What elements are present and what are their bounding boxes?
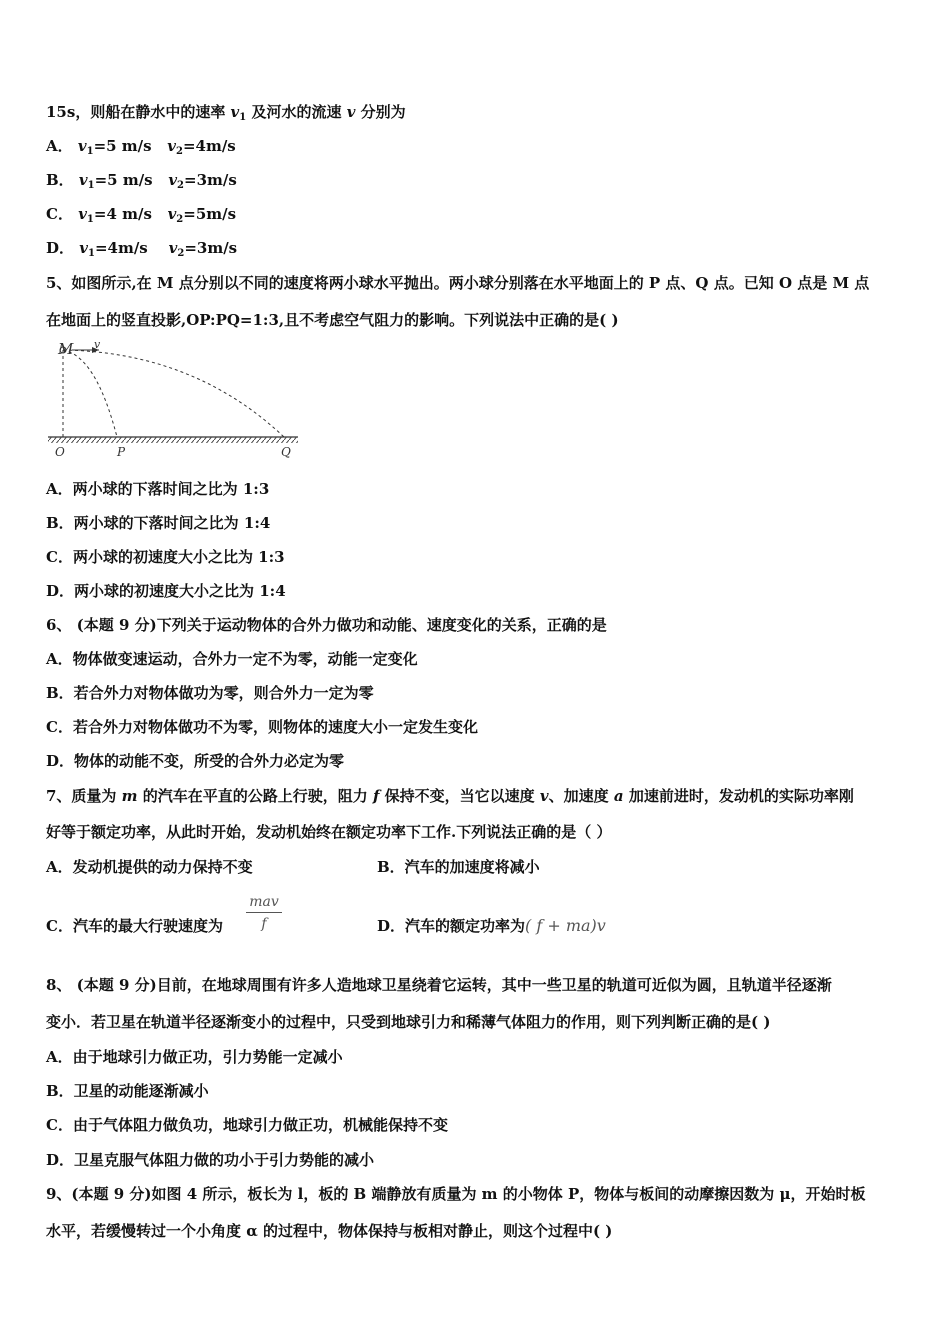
q5-option-d[interactable]: D．两小球的初速度大小之比为 1:4 [46,582,286,600]
q5-projectile-figure [44,338,306,460]
trajectory-to-q [63,350,284,437]
fraction-numerator: mav [249,894,279,910]
q6-option-c[interactable]: C．若合外力对物体做功不为零，则物体的速度大小一定发生变化 [46,718,478,736]
label-p: P [117,445,126,459]
q5-stem-line2: 在地面上的竖直投影,OP:PQ=1:3,且不考虑空气阻力的影响。下列说法中正确的是( ) [46,311,619,329]
ground-hatch [48,437,298,443]
q4-option-d[interactable]: D． $v_1=4m/s$ $v_2=3m/s$ [46,239,238,259]
q5-option-a[interactable]: A．两小球的下落时间之比为 1:3 [46,480,270,498]
q9-stem-line1: 9、(本题 9 分)如图 4 所示，板长为 l，板的 B 端静放有质量为 m 的小物体 P，物体与板间的动摩擦因数为 μ，开始时板 [46,1185,866,1203]
q7-option-a[interactable]: A．发动机提供的动力保持不变 [46,858,253,876]
fraction-denominator: f [261,916,267,932]
q6-option-b[interactable]: B．若合外力对物体做功为零，则合外力一定为零 [46,684,374,702]
label-o: O [55,445,65,459]
trajectory-to-p [63,350,117,437]
q5-option-c[interactable]: C．两小球的初速度大小之比为 1:3 [46,548,285,566]
label-m: M [58,340,74,358]
q7-option-c[interactable]: C．汽车的最大行驶速度为 [46,917,223,935]
q4-stem: 15s，则船在静水中的速率 $v_1$ 及河水的流速 v 分别为 [46,103,406,123]
q8-option-a[interactable]: A．由于地球引力做正功，引力势能一定减小 [46,1048,343,1066]
q8-stem-line1: 8、 (本题 9 分)目前，在地球周围有许多人造地球卫星绕着它运转，其中一些卫星的轨道可近似为圆，且轨道半径逐渐 [46,976,832,994]
label-v: v [94,338,101,351]
q8-option-d[interactable]: D．卫星克服气体阻力做的功小于引力势能的减小 [46,1151,375,1169]
q7-option-d-expression: ( f + ma)v [525,916,606,935]
q8-stem-line2: 变小．若卫星在轨道半径逐渐变小的过程中，只受到地球引力和稀薄气体阻力的作用，则下列判断正确的是( ) [46,1013,771,1031]
q6-stem: 6、 (本题 9 分)下列关于运动物体的合外力做功和动能、速度变化的关系，正确的是 [46,616,607,634]
q7-option-b[interactable]: B．汽车的加速度将减小 [377,858,540,876]
fraction-bar [246,912,282,913]
q9-stem-line2: 水平，若缓慢转过一个小角度 α 的过程中，物体保持与板相对静止，则这个过程中( ) [46,1222,613,1240]
q7-option-c-fraction [246,893,282,933]
q7-stem-line2: 好等于额定功率，从此时开始，发动机始终在额定功率下工作.下列说法正确的是（ ） [46,823,612,841]
q8-option-c[interactable]: C．由于气体阻力做负功，地球引力做正功，机械能保持不变 [46,1116,448,1134]
q8-option-b[interactable]: B．卫星的动能逐渐减小 [46,1082,209,1100]
q4-option-c[interactable]: C． $v_1=4$ m/s $v_2=5m/s$ [46,205,237,225]
q7-stem-line1: 7、质量为 m 的汽车在平直的公路上行驶，阻力 f 保持不变，当它以速度 v、加速度 a 加速前进时，发动机的实际功率刚 [46,787,854,805]
q4-option-a[interactable]: A． $v_1=5$ m/s $v_2=4m/s$ [46,137,236,157]
label-q: Q [281,445,291,459]
q6-option-a[interactable]: A．物体做变速运动，合外力一定不为零，动能一定变化 [46,650,418,668]
q7-option-d[interactable] [377,916,606,936]
q4-option-b[interactable]: B． $v_1=5$ m/s $v_2=3m/s$ [46,171,237,191]
q6-option-d[interactable]: D．物体的动能不变，所受的合外力必定为零 [46,752,345,770]
q5-stem-line1: 5、如图所示,在 M 点分别以不同的速度将两小球水平抛出。两小球分别落在水平地面上的 P 点、Q 点。已知 O 点是 M 点 [46,274,870,292]
q7-option-d-label: D．汽车的额定功率为 [377,917,526,935]
q5-option-b[interactable]: B．两小球的下落时间之比为 1:4 [46,514,271,532]
